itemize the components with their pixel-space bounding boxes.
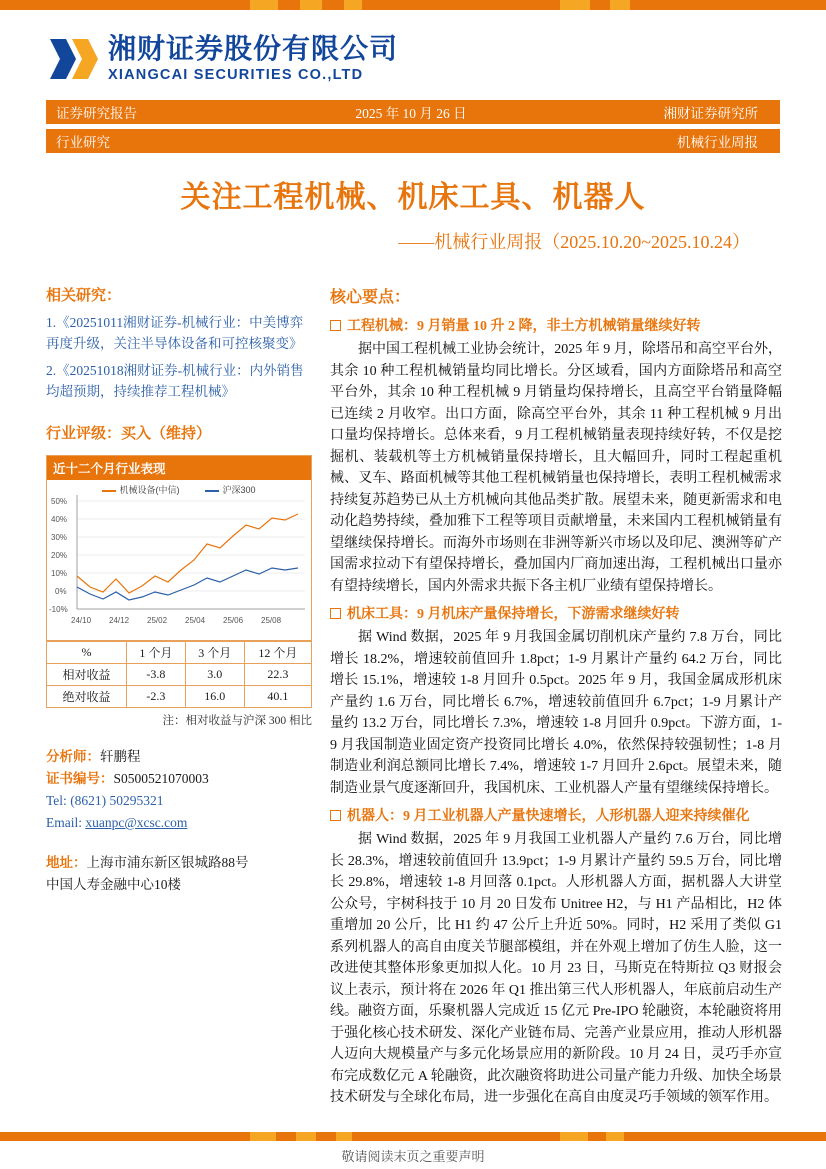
col-header: 12 个月 (244, 642, 311, 664)
header-bar-primary (46, 100, 780, 124)
svg-text:0%: 0% (55, 587, 67, 596)
series-label: 机械行业周报 (677, 135, 758, 150)
company-name-cn: 湘财证券股份有限公司 (108, 33, 399, 65)
cell: -3.8 (126, 664, 185, 686)
related-research-item[interactable]: 1.《20251011湘财证券-机械行业：中美博弈再度升级，关注半导体设备和可控核聚变》 (46, 315, 304, 351)
section-body-robotics: 据 Wind 数据，2025 年 9 月我国工业机器人产量约 7.6 万台，同比增长 28.3%，增速较前值回升 13.9pct；1-9 月累计产量约 59.5 万台，同比增长 29.8%，增速较 1-8 月回落 0.1pct。人形机器人方面，据机器人大讲堂公众号，宇树科技于 10 月 20 日发布 Unitree H2，与 H1 产品相比，H2 体重增加 20 公斤，比 H1 约 47 公斤上升近 50%。同时，H2 采用了类似 G1 系列机器人的高自由度关节腿部模组，并在外观上增加了仿生人脸，这一改进使其整体形象更加拟人化。10 月 23 日，马斯克在特斯拉 Q3 财报会议上表示，预计将在 2026 年 Q1 推出第三代人形机器人，年底前启动生产线。融资方面，乐聚机器人完成近 15 亿元 Pre-IPO 轮融资，本轮融资将用于强化核心技术研发、深化产业链布局、完善产业景应用，推动人形机器人迈向大规模量产与多元化场景应用的新阶段。10 月 24 日，灵巧手亦宣布完成数亿元 A 轮融资，此次融资将助进公司量产能力升级、加快全场景技术研发与全球化布局，进一步强化在高自由度灵巧手领域的领军作用。 (330, 832, 782, 1105)
report-date: 2025 年 10 月 26 日 (355, 106, 467, 121)
chart-plot-area (47, 480, 311, 640)
cert-line (46, 768, 316, 790)
top-decorative-bar (0, 0, 826, 10)
company-name-en: XIANGCAI SECURITIES CO.,LTD (108, 67, 364, 84)
institute-label: 湘财证券研究所 (663, 106, 758, 121)
tel-label: Tel: (46, 793, 67, 808)
section-heading-text: 机床工具：9 月机床产量保持增长，下游需求继续好转 (347, 607, 680, 622)
footer-disclaimer: 敬请阅读末页之重要声明 (341, 1149, 485, 1164)
cell: 绝对收益 (47, 686, 127, 708)
table-header-row (47, 642, 312, 664)
col-header: 1 个月 (126, 642, 185, 664)
svg-text:30%: 30% (51, 533, 68, 542)
core-points-heading: 核心要点： (330, 289, 411, 306)
svg-text:25/08: 25/08 (261, 616, 282, 625)
logo-mark-icon (46, 33, 98, 85)
top-stripe (610, 0, 630, 10)
section-body-engineering-machinery: 据中国工程机械工业协会统计，2025 年 9 月，除塔吊和高空平台外，其余 10 种工程机械销量均同比增长。分区域看，国内方面除塔吊和高空平台外，其余 10 种工程机械 9 月销量均保持增长，且高空平台销量降幅已连续 2 月收窄。出口方面，除高空平台外，其余 11 种工程机械 9 月出口量均保持增长。总体来看，9 月工程机械销量表现持续好转，不仅是挖掘机、装载机等土方机械销量保持增长，且大幅回升，同时工程起重机械、叉车、路面机械等其他工程机械销量也保持增长，表明工程机械需求持续复苏趋势已从土方机械向其他品类扩散。展望未来，随更新需求和电动化趋势持续，叠加雅下工程等项目贡献增量，未来国内工程机械销量有望继续保持增长。而海外市场则在非洲等新兴市场以及印尼、澳洲等矿产国需求拉动下有望保持增长，叠加国内厂商加速出海，工程机械出口量亦有望持续增长，国内外需求共振下各主机厂业绩有望保持增长。 (330, 342, 782, 594)
performance-table (46, 641, 312, 708)
address-block (46, 852, 316, 896)
table-row (47, 664, 312, 686)
research-category-label: 行业研究 (56, 135, 110, 150)
section-heading-text: 机器人：9 月工业机器人产量快速增长，人形机器人迎来持续催化 (347, 809, 750, 824)
section-body-machine-tools: 据 Wind 数据，2025 年 9 月我国金属切削机床产量约 7.8 万台，同比增长 18.2%，增速较前值回升 1.8pct；1-9 月累计产量约 64.2 万台，同比增长 15.1%，增速较 1-8 月回升 0.5pct。2025 年 9 月，我国金属成形机床产量约 1.6 万台，同比增长 6.7%，增速较前值回升 6.7pct；1-9 月累计产量约 13.2 万台，同比增长 7.3%，增速较 1-8 月回升 0.9pct。下游方面，1-9 月我国制造业固定资产投资同比增长 4.0%，依然保持较强韧性；1-8 月制造业利润总额同比增长 7.4%，增速较 1-7 月回升 2.6pct。展望未来，随制造业景气度逐渐回升，我国机床、工业机器人产量有望继续保持增长。 (330, 630, 782, 796)
cell: 16.0 (185, 686, 244, 708)
chart-svg (47, 480, 311, 640)
legend-series-2: 沪深300 (205, 483, 255, 496)
footer-stripe (336, 1132, 352, 1141)
top-stripe (344, 0, 362, 10)
email-label: Email: (46, 815, 82, 830)
page-title: 关注工程机械、机床工具、机器人 (180, 181, 646, 214)
related-research-item[interactable]: 2.《20251018湘财证券-机械行业：内外销售均超预期，持续推荐工程机械》 (46, 363, 304, 399)
header-bar-secondary (46, 129, 780, 153)
cert-label: 证书编号： (46, 771, 114, 786)
svg-text:-10%: -10% (49, 605, 68, 614)
address-value-1: 上海市浦东新区银城路88号 (86, 855, 249, 870)
company-logo (46, 28, 746, 90)
bullet-box-icon (330, 810, 341, 821)
footer-decorative-bar (0, 1132, 826, 1141)
section-heading-machine-tools (330, 603, 782, 623)
footer-stripe (250, 1132, 276, 1141)
section-heading-text: 工程机械：9 月销量 10 升 2 降，非土方机械销量继续好转 (347, 319, 701, 334)
top-stripe (250, 0, 278, 10)
performance-chart (46, 455, 312, 641)
svg-text:20%: 20% (51, 551, 68, 560)
analyst-label: 分析师： (46, 749, 100, 764)
cell: 22.3 (244, 664, 311, 686)
svg-text:24/12: 24/12 (109, 616, 130, 625)
col-header: 3 个月 (185, 642, 244, 664)
cell: 40.1 (244, 686, 311, 708)
page-subtitle: ——机械行业周报（2025.10.20~2025.10.24） (398, 232, 750, 252)
footer-stripe (296, 1132, 316, 1141)
related-research-heading: 相关研究： (46, 288, 122, 304)
svg-text:24/10: 24/10 (71, 616, 92, 625)
svg-text:50%: 50% (51, 497, 68, 506)
legend-series-1: 机械设备(中信) (102, 483, 179, 496)
bullet-box-icon (330, 320, 341, 331)
col-header: % (47, 642, 127, 664)
svg-text:25/02: 25/02 (147, 616, 168, 625)
chart-legend (47, 483, 311, 496)
cell: 相对收益 (47, 664, 127, 686)
email-line (46, 812, 316, 834)
address-line-1 (46, 852, 316, 874)
svg-text:25/04: 25/04 (185, 616, 206, 625)
svg-text:40%: 40% (51, 515, 68, 524)
table-note: 注：相对收益与沪深 300 相比 (162, 715, 312, 727)
footer-stripe (606, 1132, 624, 1141)
email-value[interactable]: xuanpc@xcsc.com (85, 815, 188, 830)
section-heading-engineering-machinery (330, 315, 782, 335)
cell: 3.0 (185, 664, 244, 686)
svg-text:10%: 10% (51, 569, 68, 578)
footer-stripe (560, 1132, 588, 1141)
industry-rating: 行业评级：买入（维持） (46, 426, 212, 442)
analyst-line (46, 746, 316, 768)
cell: -2.3 (126, 686, 185, 708)
main-content (330, 284, 782, 1113)
sidebar (46, 284, 316, 896)
analyst-name: 轩鹏程 (100, 749, 141, 764)
tel-value: (8621) 50295321 (70, 793, 164, 808)
address-label: 地址： (46, 855, 87, 870)
svg-text:25/06: 25/06 (223, 616, 244, 625)
table-row (47, 686, 312, 708)
address-value-2: 中国人寿金融中心10楼 (46, 877, 181, 892)
bullet-box-icon (330, 608, 341, 619)
cert-number: S0500521070003 (113, 771, 209, 786)
top-stripe (300, 0, 322, 10)
tel-line (46, 790, 316, 812)
section-heading-robotics (330, 805, 782, 825)
analyst-info (46, 746, 316, 834)
top-stripe (560, 0, 590, 10)
chart-title: 近十二个月行业表现 (47, 456, 311, 480)
report-type-label: 证券研究报告 (56, 106, 137, 121)
